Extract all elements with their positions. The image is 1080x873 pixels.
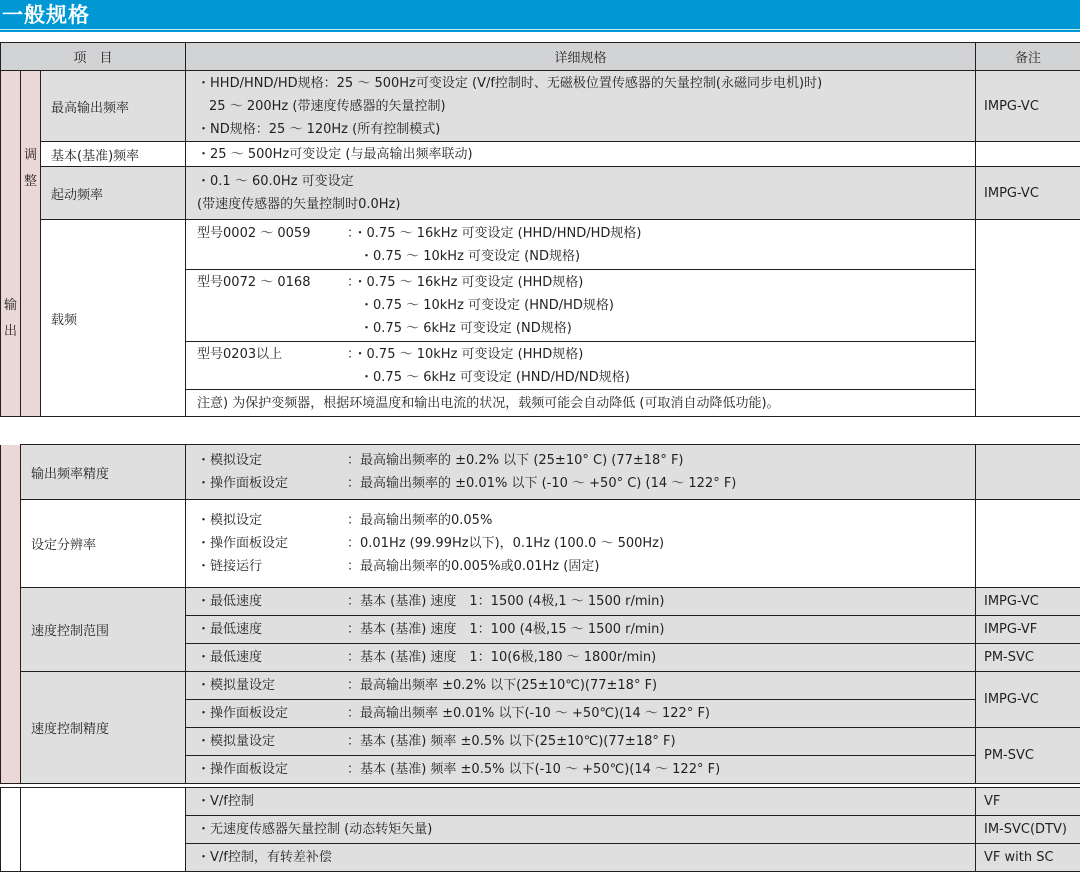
- group-adjust: 调整: [21, 71, 41, 417]
- remark-max-freq: IMPG-VC: [976, 71, 1080, 142]
- group-output-cont: [1, 445, 21, 784]
- remark-speed-range-2: IMPG-VF: [976, 616, 1080, 644]
- title-underline: [0, 29, 1080, 30]
- remark-base-freq: [976, 142, 1080, 167]
- remark-speed-acc-1: IMPG-VC: [976, 672, 1080, 728]
- detail-speed-acc-4: ・操作面板设定 ：基本 (基准) 频率 ±0.5% 以下(-10 ～ +50℃)(14 ～ 122° F): [186, 756, 976, 784]
- remark-control-2: IM-SVC(DTV): [976, 816, 1080, 844]
- remark-start-freq: IMPG-VC: [976, 167, 1080, 220]
- detail-carrier-block-2: 型号0072 ～ 0168 ：・0.75 ～ 16kHz 可变设定 (HHD规格) ・0.75 ～ 10kHz 可变设定 (HND/HD规格) ・0.75 ～ 6kHz 可变设定 (ND规格): [186, 270, 976, 342]
- detail-control-3: ・V/f控制，有转差补偿: [186, 844, 976, 872]
- row-label-max-freq: 最高输出频率: [41, 71, 186, 142]
- spec-table-lower: [0, 444, 1080, 784]
- row-label-control: [21, 788, 186, 872]
- group-control: [1, 788, 21, 872]
- detail-resolution: ・模拟设定 ：最高输出频率的0.05% ・操作面板设定 ：0.01Hz (99.99Hz以下)，0.1Hz (100.0 ～ 500Hz) ・链接运行 ：最高输出频率的0.005%或0.01Hz (固定): [186, 500, 976, 588]
- detail-control-2: ・无速度传感器矢量控制 (动态转矩矢量): [186, 816, 976, 844]
- remark-speed-range-3: PM-SVC: [976, 644, 1080, 672]
- row-label-speed-acc: 速度控制精度: [21, 672, 186, 784]
- detail-control-1: ・V/f控制: [186, 788, 976, 816]
- remark-control-3: VF with SC: [976, 844, 1080, 872]
- header-remark: 备注: [976, 43, 1080, 71]
- detail-accuracy: ・模拟设定 ：最高输出频率的 ±0.2% 以下 (25±10° C) (77±18° F) ・操作面板设定 ：最高输出频率的 ±0.01% 以下 (-10 ～ +50° C) (14 ～ 122° F): [186, 445, 976, 500]
- detail-speed-range-3: ・最低速度 ：基本 (基准) 速度 1：10(6极,180 ～ 1800r/min): [186, 644, 976, 672]
- header-detail: 详细规格: [186, 43, 976, 71]
- row-label-base-freq: 基本(基准)频率: [41, 142, 186, 167]
- detail-carrier-block-3: 型号0203以上 ：・0.75 ～ 10kHz 可变设定 (HHD规格) ・0.75 ～ 6kHz 可变设定 (HND/HD/ND规格): [186, 342, 976, 390]
- group-output: 输出: [1, 71, 21, 417]
- row-label-carrier: 载频: [41, 220, 186, 417]
- detail-carrier-block-1: 型号0002 ～ 0059 ：・0.75 ～ 16kHz 可变设定 (HHD/HND/HD规格) ・0.75 ～ 10kHz 可变设定 (ND规格): [186, 220, 976, 270]
- remark-carrier: [976, 220, 1080, 417]
- spec-table: [0, 42, 1080, 417]
- detail-speed-acc-1: ・模拟量设定 ：最高输出频率 ±0.2% 以下(25±10℃)(77±18° F): [186, 672, 976, 700]
- remark-resolution: [976, 500, 1080, 588]
- row-label-accuracy: 输出频率精度: [21, 445, 186, 500]
- detail-speed-range-1: ・最低速度 ：基本 (基准) 速度 1：1500 (4极,1 ～ 1500 r/min): [186, 588, 976, 616]
- detail-max-freq: ・HHD/HND/HD规格：25 ～ 500Hz可变设定 (V/f控制时、无磁极位置传感器的矢量控制(永磁同步电机)时) 25 ～ 200Hz (带速度传感器的矢量控制) ・ND规格：25 ～ 120Hz (所有控制模式): [186, 71, 976, 142]
- remark-accuracy: [976, 445, 1080, 500]
- row-label-start-freq: 起动频率: [41, 167, 186, 220]
- row-label-speed-range: 速度控制范围: [21, 588, 186, 672]
- remark-control-1: VF: [976, 788, 1080, 816]
- detail-speed-acc-2: ・操作面板设定 ：最高输出频率 ±0.01% 以下(-10 ～ +50℃)(14 ～ 122° F): [186, 700, 976, 728]
- detail-start-freq: ・0.1 ～ 60.0Hz 可变设定 (带速度传感器的矢量控制时0.0Hz): [186, 167, 976, 220]
- detail-speed-range-2: ・最低速度 ：基本 (基准) 速度 1：100 (4极,15 ～ 1500 r/min): [186, 616, 976, 644]
- page-title: 一般规格: [2, 3, 90, 27]
- title-bar: [0, 0, 1080, 32]
- detail-base-freq: ・25 ～ 500Hz可变设定 (与最高输出频率联动): [186, 142, 976, 167]
- remark-speed-range-1: IMPG-VC: [976, 588, 1080, 616]
- row-label-resolution: 设定分辨率: [21, 500, 186, 588]
- spec-table-control: [0, 787, 1080, 872]
- detail-carrier-note: 注意) 为保护变频器，根据环境温度和输出电流的状况，载频可能会自动降低 (可取消自动降低功能)。: [186, 390, 976, 417]
- detail-speed-acc-3: ・模拟量设定 ：基本 (基准) 频率 ±0.5% 以下(25±10℃)(77±18° F): [186, 728, 976, 756]
- header-item: 项 目: [1, 43, 186, 71]
- remark-speed-acc-2: PM-SVC: [976, 728, 1080, 784]
